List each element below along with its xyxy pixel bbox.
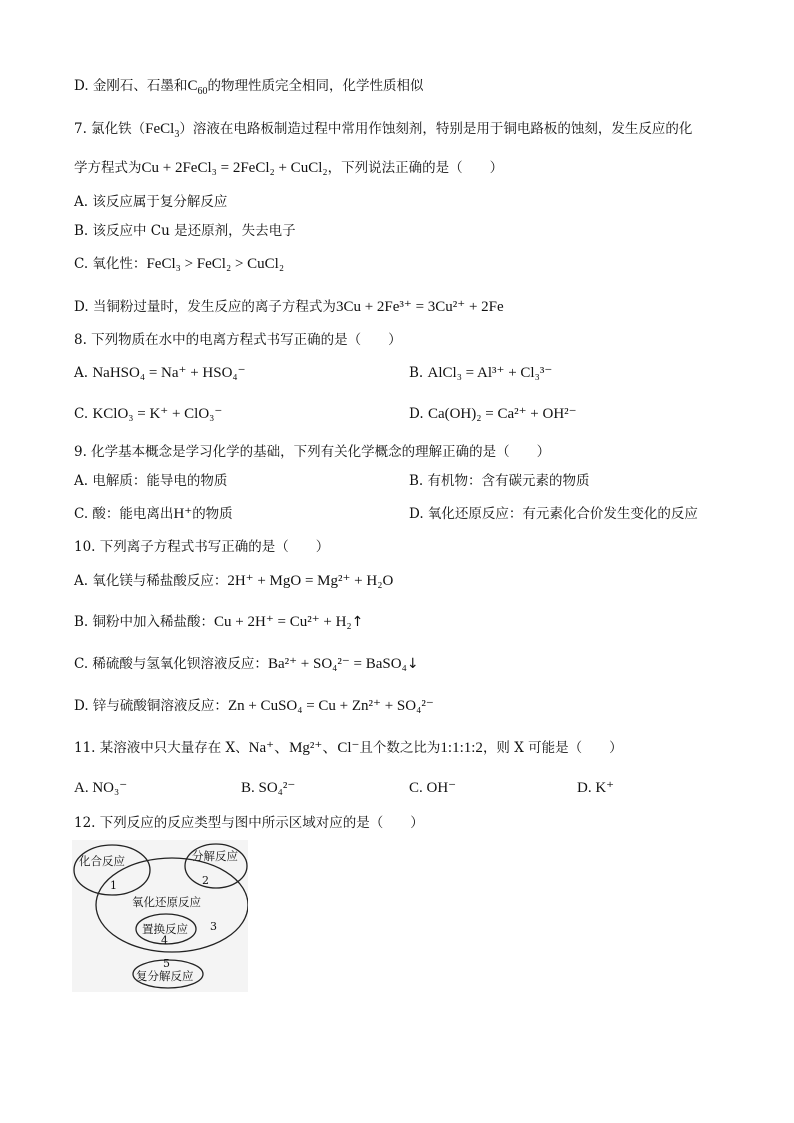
label-1: 1 — [110, 879, 117, 892]
q10-option-d[interactable]: D. 锌与硫酸铜溶液反应：Zn + CuSO₄ = Cu + Zn²⁺ + SO₄²⁻ — [74, 698, 434, 714]
label-5: 5 — [163, 957, 170, 970]
q9-option-a[interactable]: A. 电解质：能导电的物质 — [74, 473, 228, 489]
q7-equation: Cu + 2FeCl₃ = 2FeCl₂ + CuCl₂ — [141, 160, 328, 176]
q7-stem-line1: 7. 氯化铁（FeCl$_3$）溶液在电路板制造过程中常用作蚀刻剂，特别是用于铜电路板的蚀刻，发生反应的化 — [74, 121, 693, 140]
q7-option-b[interactable]: B. 该反应中 Cu 是还原剂，失去电子 — [74, 223, 296, 239]
q11-option-d[interactable]: D. K⁺ — [577, 780, 615, 796]
q11-option-c[interactable]: C. OH⁻ — [409, 780, 457, 796]
q6-option-d: D. 金刚石、石墨和$C_{60}$的物理性质完全相同，化学性质相似 — [74, 78, 424, 97]
q7-option-c[interactable]: C. 氧化性：FeCl₃ > FeCl₂ > CuCl₂ — [74, 256, 285, 272]
reaction-type-venn-diagram — [72, 840, 248, 992]
label-redox: 氧化还原反应 — [132, 895, 201, 909]
q10-stem: 10. 下列离子方程式书写正确的是（ ） — [74, 539, 330, 555]
label-decomposition: 分解反应 — [192, 849, 238, 863]
c60-formula: $C_{60}$ — [187, 78, 208, 97]
gas-arrow-icon: ↑ — [351, 614, 364, 630]
label-combination: 化合反应 — [79, 854, 125, 868]
q9-stem: 9. 化学基本概念是学习化学的基础，下列有关化学概念的理解正确的是（ ） — [74, 444, 551, 460]
label-displacement: 置换反应 — [142, 922, 188, 936]
q9-option-b[interactable]: B. 有机物：含有碳元素的物质 — [409, 473, 590, 489]
q7-option-a[interactable]: A. 该反应属于复分解反应 — [74, 194, 228, 210]
precipitate-arrow-icon: ↓ — [406, 656, 419, 672]
label-3: 3 — [210, 920, 217, 933]
q8-option-b[interactable]: B. AlCl₃ = Al³⁺ + Cl₃³⁻ — [409, 365, 553, 381]
q7-stem-line2: 学方程式为Cu + 2FeCl₃ = 2FeCl₂ + CuCl₂，下列说法正确的是（ ） — [74, 160, 504, 176]
q9-option-d[interactable]: D. 氧化还原反应：有元素化合价发生变化的反应 — [409, 506, 698, 522]
label-4: 4 — [161, 934, 168, 947]
q8-option-a[interactable]: A. NaHSO₄ = Na⁺ + HSO₄⁻ — [74, 365, 246, 381]
q11-option-b[interactable]: B. SO₄²⁻ — [241, 780, 296, 796]
q8-stem: 8. 下列物质在水中的电离方程式书写正确的是（ ） — [74, 332, 402, 348]
q8-option-d[interactable]: D. Ca(OH)₂ = Ca²⁺ + OH²⁻ — [409, 406, 577, 422]
label-double-decomposition: 复分解反应 — [136, 969, 194, 983]
q7-option-d[interactable]: D. 当铜粉过量时，发生反应的离子方程式为3Cu + 2Fe³⁺ = 3Cu²⁺ + 2Fe — [74, 299, 504, 315]
q9-option-c[interactable]: C. 酸：能电离出H⁺的物质 — [74, 506, 233, 522]
q10-option-b[interactable]: B. 铜粉中加入稀盐酸：Cu + 2H⁺ = Cu²⁺ + H₂↑ — [74, 614, 364, 630]
label-2: 2 — [202, 874, 209, 887]
q10-option-c[interactable]: C. 稀硫酸与氢氧化钡溶液反应：Ba²⁺ + SO₄²⁻ = BaSO₄↓ — [74, 656, 419, 672]
q10-option-a[interactable]: A. 氧化镁与稀盐酸反应：2H⁺ + MgO = Mg²⁺ + H₂O — [74, 573, 394, 589]
q11-option-a[interactable]: A. NO₃⁻ — [74, 780, 128, 796]
q12-stem: 12. 下列反应的反应类型与图中所示区域对应的是（ ） — [74, 815, 424, 831]
q11-stem: 11. 某溶液中只大量存在 X、Na⁺、Mg²⁺、Cl⁻且个数之比为1:1:1:2，则 X 可能是（ ） — [74, 740, 623, 756]
q8-option-c[interactable]: C. KClO₃ = K⁺ + ClO₃⁻ — [74, 406, 223, 422]
